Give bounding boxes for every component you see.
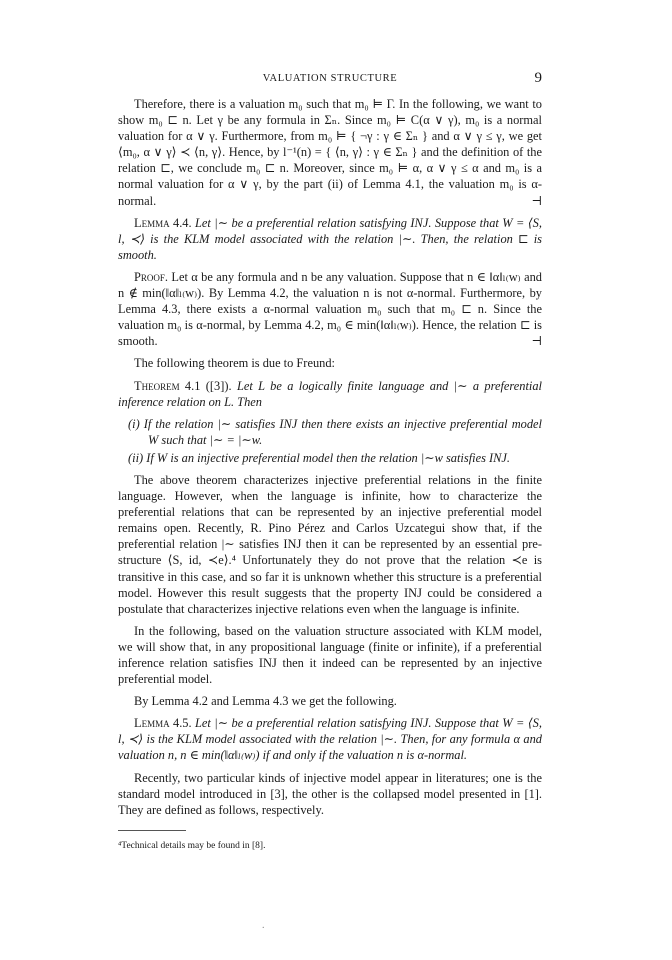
theorem-item-ii: (ii) If W is an injective preferential model then the relation |∼w satisfies INJ.	[128, 450, 510, 465]
scan-speck: .	[262, 920, 265, 931]
lemma-label: Lemma 4.4.	[134, 215, 192, 230]
paragraph-above-theorem: The above theorem characterizes injective preferential relations in the finite language. However, when the language is infinite, how to characterize the preferential relations that can be represented by an injective preferential model remains open. Recently, R. Pino Pérez and Carlos Uzcategui show that, if the preferential relation |∼ satisfies INJ then it can be represented by an essential pre-structure ⟨S, id, ≺e⟩.⁴ Unfortunately they do not prove that the relation ≺e is transitive in this case, and so far it is unknown whether this structure is a preferential model. However this result suggests that the property INJ could be considered a postulate that characterizes injective relations even when the language is infinite.	[118, 472, 542, 616]
qed-symbol: ⊣	[531, 334, 542, 349]
theorem-4-1	[118, 378, 542, 410]
proof-label: Proof.	[134, 269, 168, 284]
paragraph-by-lemma: By Lemma 4.2 and Lemma 4.3 we get the following.	[134, 694, 397, 709]
paragraph-in-the-following: In the following, based on the valuation structure associated with KLM model, we will show that, in any propositional language (finite or infinite), if a preferential inference relation satisfies INJ then it indeed can be represented by an injective preferential model.	[118, 623, 542, 687]
lemma-statement: Let |∼ be a preferential relation satisfying INJ. Suppose that W = ⟨S, l, ≺⟩ is the KLM model associated with the relation |∼. Then, the relation ⊏ is smooth.	[118, 215, 542, 262]
lemma-statement: Let |∼ be a preferential relation satisfying INJ. Suppose that W = ⟨S, l, ≺⟩ is the KLM model associated with the relation |∼. Then, for any formula α and valuation n, n ∈ min(‖α‖ₗ₍w₎) if and only if the valuation n is α-normal.	[118, 716, 542, 763]
theorem-items	[118, 416, 542, 466]
main-text	[118, 96, 542, 824]
proof-lemma-4-4	[118, 269, 542, 349]
footnote: ⁴Technical details may be found in [8].	[118, 841, 266, 851]
running-header	[118, 70, 542, 86]
footnote-rule	[118, 830, 186, 831]
theorem-label: Theorem 4.1 ([3]).	[134, 378, 232, 393]
proof-text: Let α be any formula and n be any valuation. Suppose that n ∈ ‖α‖ₗ₍w₎ and n ∉ min(‖α‖ₗ₍w₎). By Lemma 4.2, the valuation n is not α-normal. Furthermore, by Lemma 4.3, there exists a α-normal valuation m₀ such that m₀ ⊏ n. Since the valuation m₀ is α-normal, by Lemma 4.2, m₀ ∈ min(‖α‖ₗ₍w₎). Hence, the relation ⊏ is smooth.	[118, 269, 542, 349]
qed-symbol: ⊣	[531, 193, 542, 208]
lemma-label: Lemma 4.5.	[134, 716, 192, 731]
freund-intro: The following theorem is due to Freund:	[134, 356, 335, 371]
running-title: VALUATION STRUCTURE	[262, 73, 398, 84]
lemma-4-4	[118, 215, 542, 263]
theorem-statement: Let L be a logically finite language and |∼ a preferential inference relation on L. Then	[118, 378, 542, 409]
theorem-item-i: (i) If the relation |∼ satisfies INJ then there exists an injective preferential model W such that |∼ = |∼w.	[128, 416, 542, 447]
paragraph-recently: Recently, two particular kinds of injective model appear in literatures; one is the standard model introduced in [3], the other is the collapsed model presented in [1]. They are defined as follows, respectively.	[118, 770, 542, 817]
paragraph-proof-continuation	[118, 96, 542, 209]
paragraph-text: Therefore, there is a valuation m₀ such that m₀ ⊨ Γ. In the following, we want to show m₀ ⊏ n. Let γ be any formula in Σₙ. Since m₀ ⊨ C(α ∨ γ), m₀ is a normal valuation for α ∨ γ. Furthermore, from m₀ ⊨ { ¬γ : γ ∈ Σₙ } and α ∨ γ ≤ γ, we get ⟨m₀, α ∨ γ⟩ ≺ ⟨n, γ⟩. Hence, by l⁻¹(n) = { ⟨n, γ⟩ : γ ∈ Σₙ } and the definition of the relation ⊏, we conclude m₀ ⊏ n. Moreover, since m₀ ⊨ α, α ∨ γ ≤ α and m₀ is a normal valuation for α ∨ γ, by the part (ii) of Lemma 4.1, the valuation m₀ is α-normal.	[118, 97, 542, 208]
lemma-4-5	[118, 715, 542, 763]
page-number: 9	[534, 70, 542, 86]
